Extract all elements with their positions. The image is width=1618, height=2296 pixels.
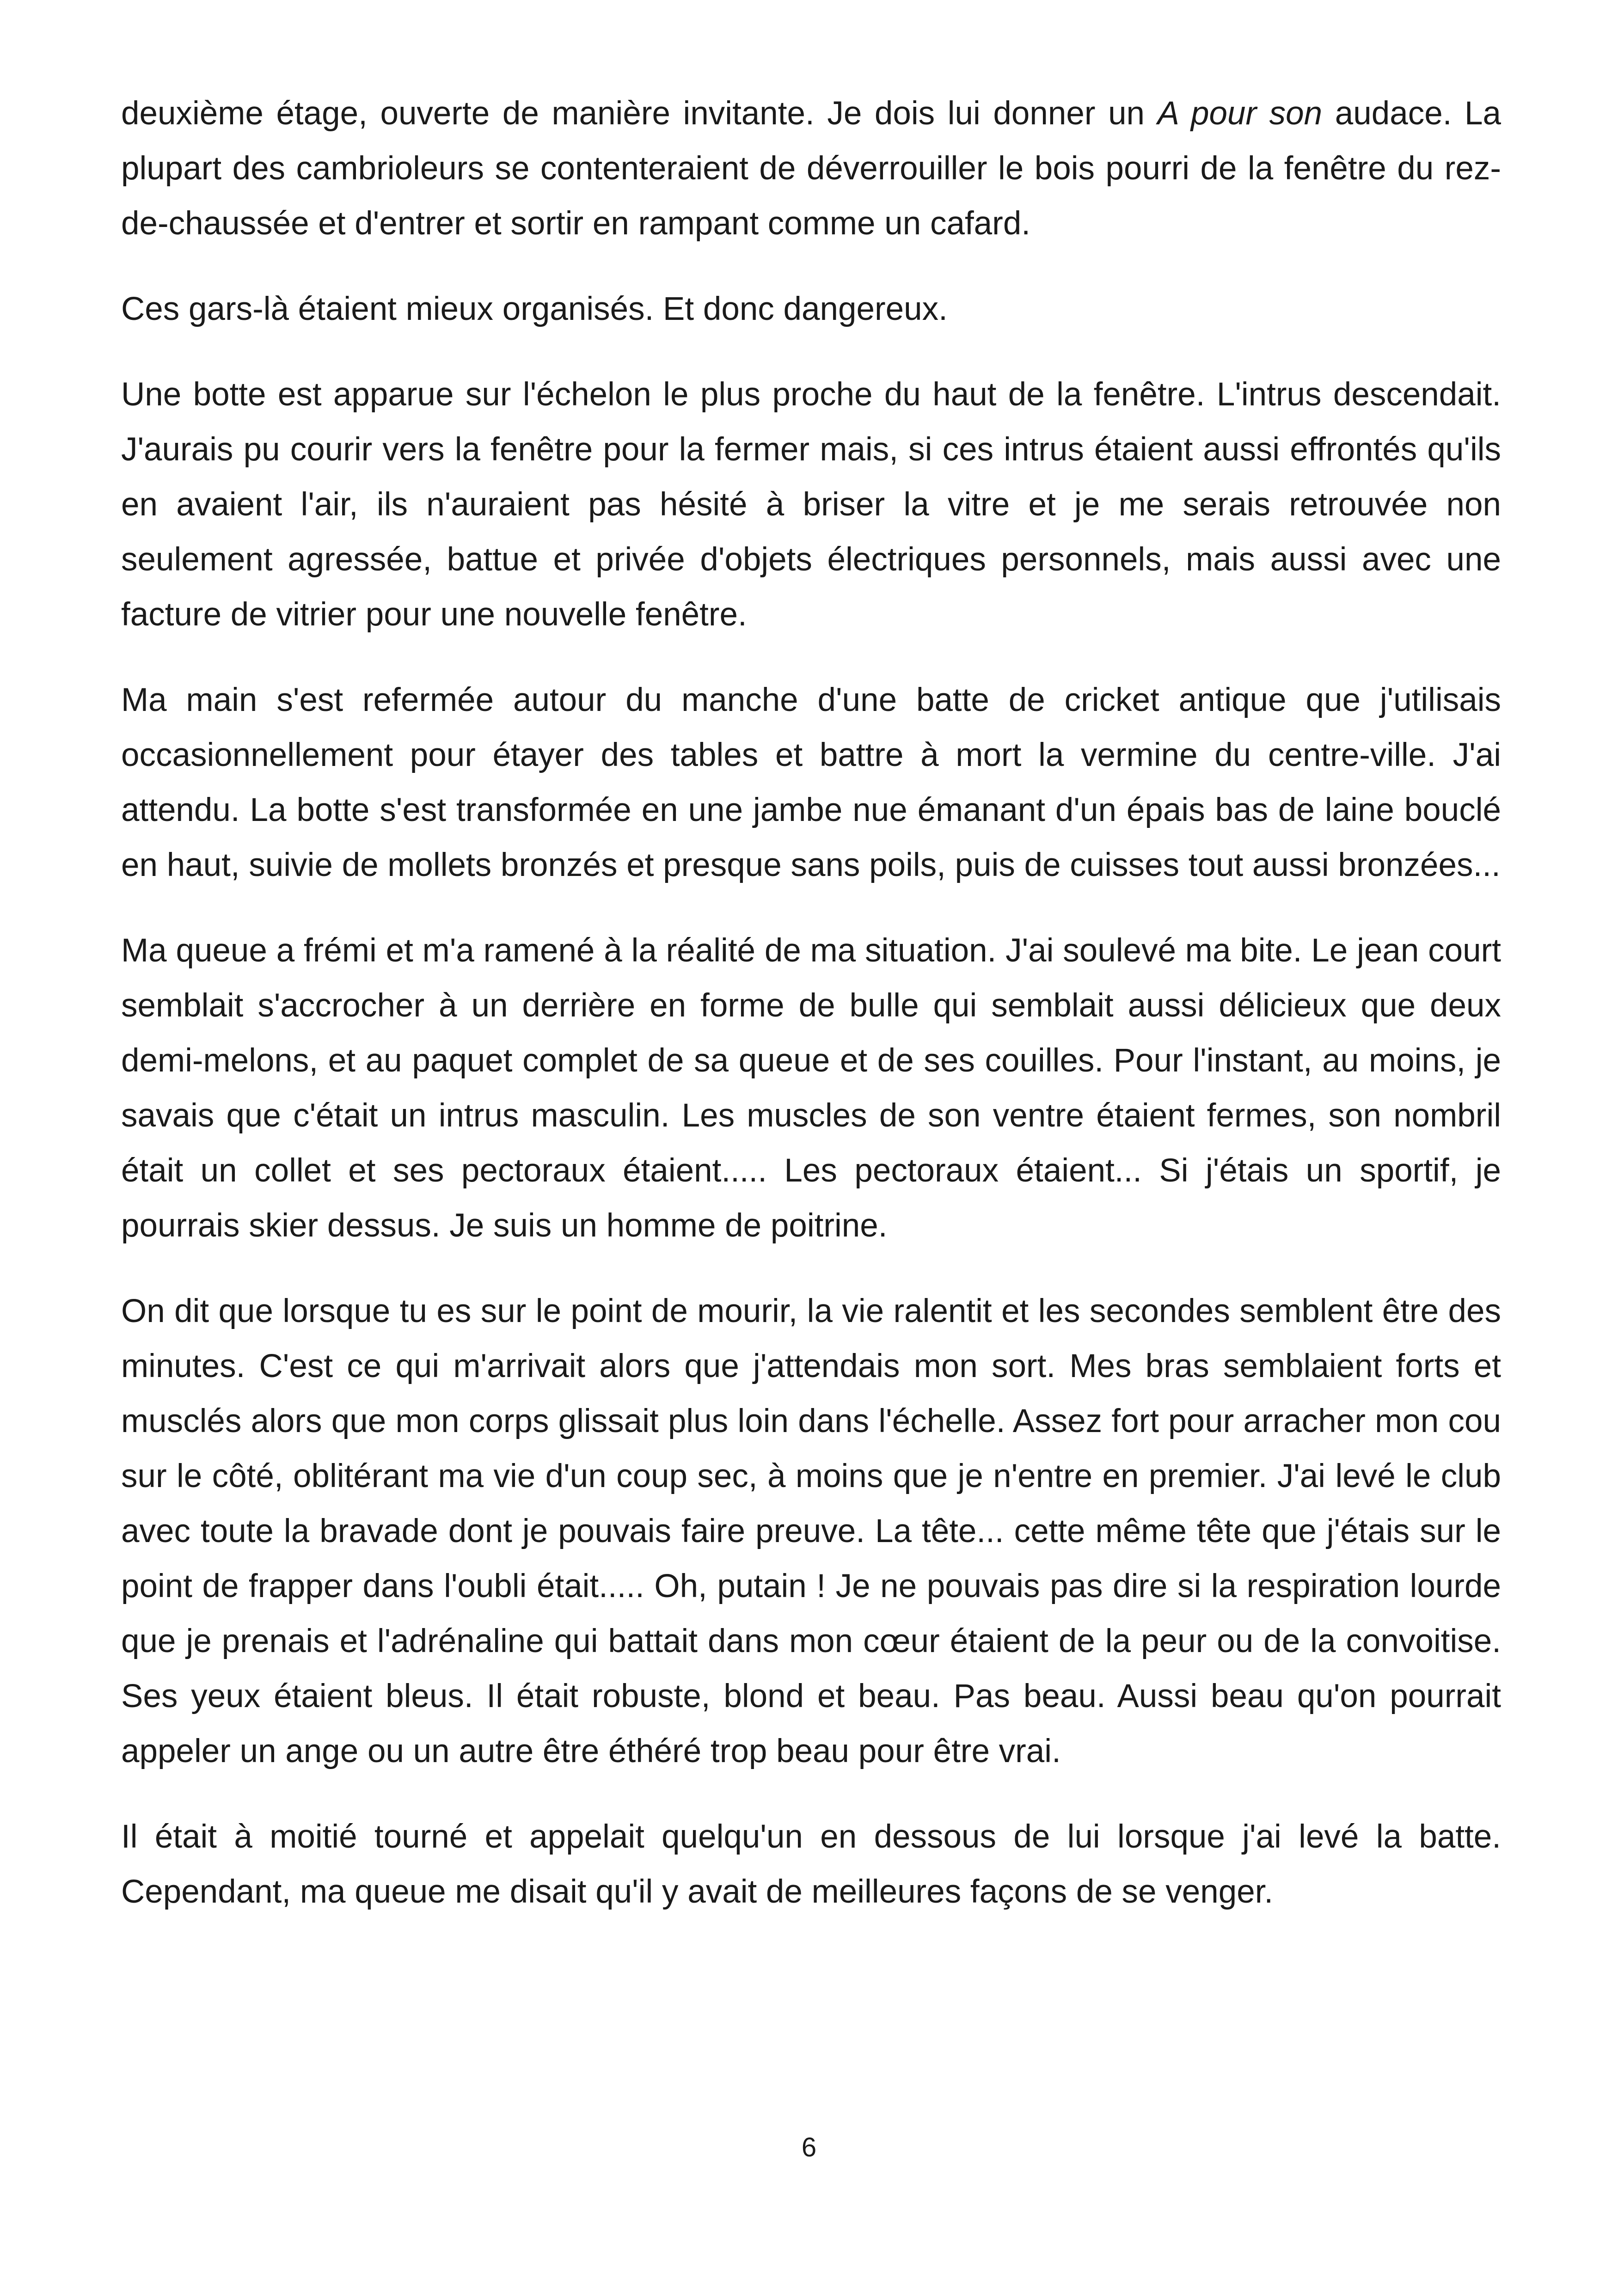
body-text bbox=[121, 86, 1501, 1919]
paragraph-2: Ces gars-là étaient mieux organisés. Et donc dangereux. bbox=[121, 291, 948, 327]
paragraph-5: Ma queue a frémi et m'a ramené à la réalité de ma situation. J'ai soulevé ma bite. Le jean court semblait s'accrocher à un derrière en forme de bulle qui semblait aussi délicieux que deux demi-melons, et au paquet complet de sa queue et de ses couilles. Pour l'instant, au moins, je savais que c'était un intrus masculin. Les muscles de son ventre étaient fermes, son nombril était un collet et ses pectoraux étaient..... Les pectoraux étaient... Si j'étais un sportif, je pourrais skier dessus. Je suis un homme de poitrine. bbox=[121, 932, 1501, 1244]
paragraph-4: Ma main s'est refermée autour du manche d'une batte de cricket antique que j'utilisais occasionnellement pour étayer des tables et battre à mort la vermine du centre-ville. J'ai attendu. La botte s'est transformée en une jambe nue émanant d'un épais bas de laine bouclé en haut, suivie de mollets bronzés et presque sans poils, puis de cuisses tout aussi bronzées... bbox=[121, 682, 1501, 883]
page-number: 6 bbox=[801, 2132, 817, 2162]
paragraph-3: Une botte est apparue sur l'échelon le plus proche du haut de la fenêtre. L'intrus descendait. J'aurais pu courir vers la fenêtre pour la fermer mais, si ces intrus étaient aussi effrontés qu'ils en avaient l'air, ils n'auraient pas hésité à briser la vitre et je me serais retrouvée non seulement agressée, battue et privée d'objets électriques personnels, mais aussi avec une facture de vitrier pour une nouvelle fenêtre. bbox=[121, 376, 1501, 633]
paragraph-1 bbox=[121, 86, 1501, 251]
paragraph-1-italic-text: A pour son bbox=[1157, 95, 1323, 132]
paragraph-1-text-start: deuxième étage, ouverte de manière invitante. Je dois lui donner un bbox=[121, 95, 1158, 132]
paragraph-1-text-end: audace. La plupart des cambrioleurs se contenteraient de déverrouiller le bois pourri de la fenêtre du rez-de-chaussée et d'entrer et sortir en rampant comme un cafard. bbox=[121, 95, 1501, 242]
paragraph-7: Il était à moitié tourné et appelait quelqu'un en dessous de lui lorsque j'ai levé la batte. Cependant, ma queue me disait qu'il y avait de meilleures façons de se venger. bbox=[121, 1818, 1501, 1910]
paragraph-6: On dit que lorsque tu es sur le point de mourir, la vie ralentit et les secondes semblent être des minutes. C'est ce qui m'arrivait alors que j'attendais mon sort. Mes bras semblaient forts et musclés alors que mon corps glissait plus loin dans l'échelle. Assez fort pour arracher mon cou sur le côté, oblitérant ma vie d'un coup sec, à moins que je n'entre en premier. J'ai levé le club avec toute la bravade dont je pouvais faire preuve. La tête... cette même tête que j'étais sur le point de frapper dans l'oubli était..... Oh, putain ! Je ne pouvais pas dire si la respiration lourde que je prenais et l'adrénaline qui battait dans mon cœur étaient de la peur ou de la convoitise. Ses yeux étaient bleus. Il était robuste, blond et beau. Pas beau. Aussi beau qu'on pourrait appeler un ange ou un autre être éthéré trop beau pour être vrai. bbox=[121, 1293, 1501, 1769]
